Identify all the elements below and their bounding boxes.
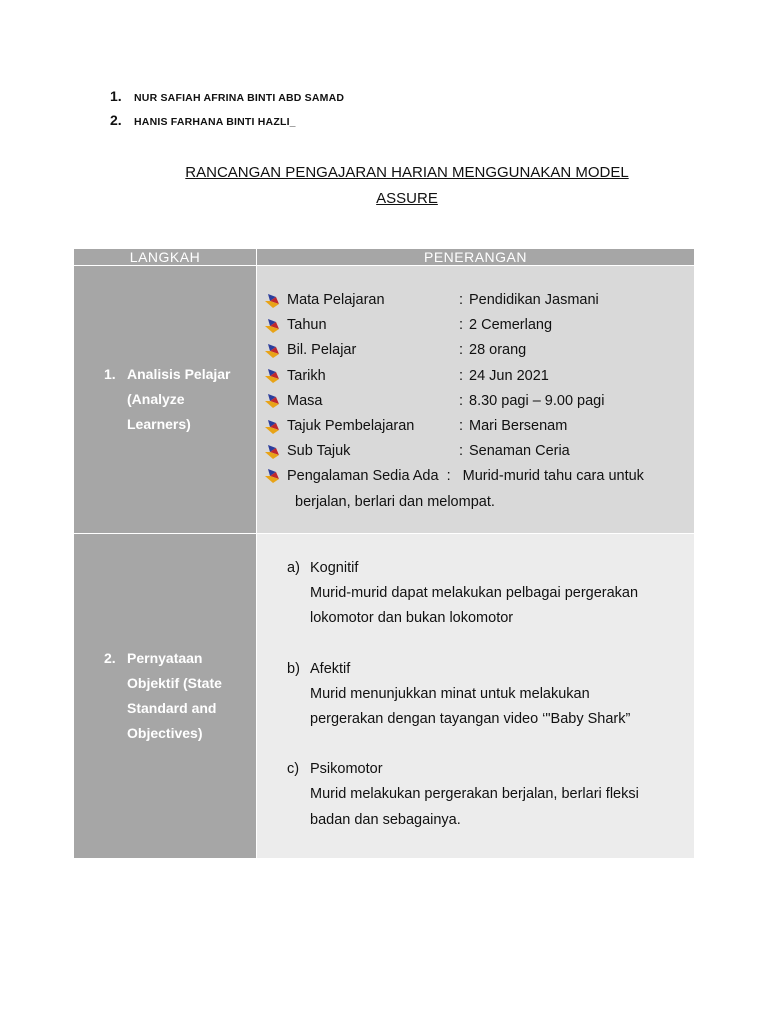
objective-title: Kognitif (310, 560, 359, 576)
fact-colon: : (459, 418, 464, 435)
fact-value-continuation: berjalan, berlari dan melompat. (295, 493, 495, 510)
fact-value: 24 Jun 2021 (469, 367, 549, 384)
table-row (74, 534, 695, 859)
fact-value: 28 orang (469, 342, 527, 359)
description-cell (257, 534, 695, 859)
fact-label: Pengalaman Sedia Ada (287, 468, 439, 485)
author-name: HANIS FARHANA BINTI HAZLI_ (134, 116, 296, 128)
fact-item (265, 439, 694, 464)
objective-title: Afektif (310, 660, 351, 677)
objective-letter: b) (287, 660, 300, 677)
step-number: 1. (104, 366, 116, 382)
arrow-bullet-icon (265, 319, 281, 333)
step-line: Pernyataan (127, 649, 203, 666)
header-penerangan: PENERANGAN (257, 249, 695, 266)
objective-line: Murid menunjukkan minat untuk melakukan (310, 685, 590, 702)
fact-colon: : (446, 468, 451, 485)
fact-value: Mari Bersenam (469, 418, 568, 435)
fact-value: 2 Cemerlang (469, 317, 553, 334)
arrow-bullet-icon (265, 344, 281, 358)
fact-value: Pendidikan Jasmani (469, 292, 599, 308)
title-line: ASSURE (376, 190, 438, 207)
fact-item (265, 464, 694, 489)
objective-item (287, 556, 694, 632)
step-text (127, 646, 247, 746)
fact-item (265, 364, 694, 389)
description-cell (257, 266, 695, 534)
fact-colon: : (459, 392, 464, 409)
objective-letter: c) (287, 761, 300, 778)
fact-colon: : (459, 342, 464, 359)
fact-colon: : (459, 367, 464, 384)
objective-list (257, 534, 694, 833)
fact-item (265, 313, 694, 338)
step-line: Analisis Pelajar (127, 366, 231, 382)
arrow-bullet-icon (265, 445, 281, 459)
step-line: Objektif (State (127, 674, 222, 691)
step-text (127, 362, 247, 437)
fact-item (265, 389, 694, 414)
step-label (74, 362, 256, 437)
fact-label: Sub Tajuk (287, 443, 351, 460)
author-number: 1. (110, 88, 122, 104)
author-list (110, 88, 344, 136)
fact-item (265, 338, 694, 363)
fact-label: Bil. Pelajar (287, 342, 357, 359)
table-header-row (74, 249, 695, 266)
fact-value: Murid-murid tahu cara untuk (462, 468, 644, 485)
objective-letter: a) (287, 560, 300, 576)
step-label (74, 646, 256, 746)
objective-line: lokomotor dan bukan lokomotor (310, 610, 514, 627)
arrow-bullet-icon (265, 394, 281, 408)
fact-colon: : (459, 443, 464, 460)
arrow-bullet-icon (265, 469, 281, 483)
objective-description (287, 682, 694, 732)
author-number: 2. (110, 112, 122, 128)
fact-value: 8.30 pagi – 9.00 pagi (469, 392, 605, 409)
objective-line: Murid-murid dapat melakukan pelbagai pergerakan (310, 585, 639, 602)
arrow-bullet-icon (265, 420, 281, 434)
objective-item (287, 657, 694, 733)
table-row (74, 266, 695, 534)
arrow-bullet-icon (265, 369, 281, 383)
fact-label: Masa (287, 392, 323, 409)
objective-title: Psikomotor (310, 761, 383, 778)
step-line: Learners) (127, 416, 191, 432)
fact-list (257, 266, 694, 515)
title-line: RANCANGAN PENGAJARAN HARIAN MENGGUNAKAN MODEL (185, 164, 629, 181)
objective-item (287, 757, 694, 833)
objective-line: pergerakan dengan tayangan video ‘"Baby Shark” (310, 711, 631, 728)
assure-table (73, 248, 695, 859)
author-item (110, 88, 344, 112)
fact-value: Senaman Ceria (469, 443, 570, 460)
objective-line: Murid melakukan pergerakan berjalan, berlari fleksi (310, 786, 639, 803)
fact-colon: : (459, 317, 464, 334)
fact-label: Tarikh (287, 367, 326, 384)
fact-item (265, 288, 694, 313)
fact-item (265, 414, 694, 439)
header-langkah: LANGKAH (74, 249, 257, 266)
step-number: 2. (104, 649, 116, 666)
fact-colon: : (459, 292, 464, 308)
step-line: Objectives) (127, 724, 203, 741)
author-item (110, 112, 344, 136)
step-cell (74, 266, 257, 534)
fact-label: Tajuk Pembelajaran (287, 418, 415, 435)
step-line: Standard and (127, 699, 217, 716)
document-title (60, 160, 754, 212)
objective-line: badan dan sebagainya. (310, 811, 461, 828)
fact-label: Tahun (287, 317, 327, 334)
step-cell (74, 534, 257, 859)
step-line: (Analyze (127, 391, 185, 407)
objective-description (287, 581, 694, 631)
arrow-bullet-icon (265, 294, 281, 308)
fact-label: Mata Pelajaran (287, 292, 385, 308)
author-name: NUR SAFIAH AFRINA BINTI ABD SAMAD (134, 92, 345, 104)
objective-description (287, 782, 694, 832)
